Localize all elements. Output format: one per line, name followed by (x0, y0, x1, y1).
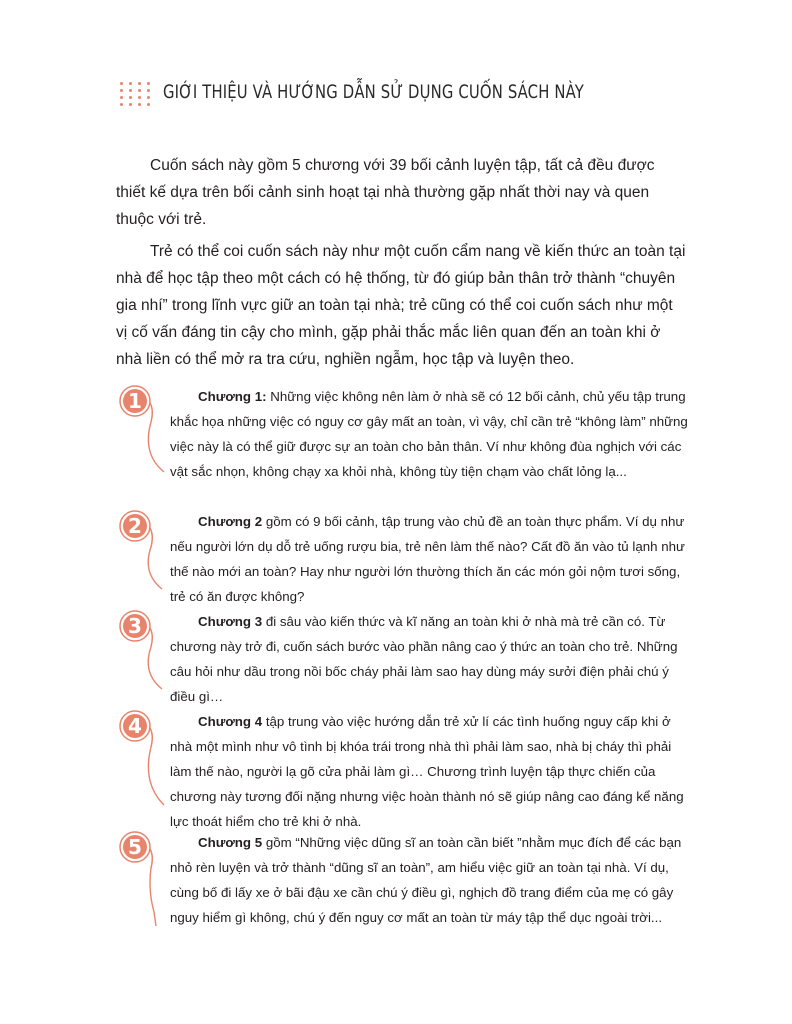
chapter-3-heading: Chương 3 (198, 614, 263, 629)
chapter-2-number: 2 (128, 514, 142, 538)
chapter-3-number: 3 (128, 614, 142, 638)
chapter-1-heading: Chương 1: (198, 389, 267, 404)
chapter-2-text (170, 509, 694, 609)
chapter-1-number: 1 (128, 389, 142, 413)
dotted-ornament-icon (120, 82, 154, 108)
intro-paragraph-1: Cuốn sách này gồm 5 chương với 39 bối cảnh luyện tập, tất cả đều được thiết kế dựa trên bối cảnh sinh hoạt tại nhà thường gặp nhất thời nay và quen thuộc với trẻ. (116, 157, 655, 228)
chapter-3-body: đi sâu vào kiến thức và kĩ năng an toàn khi ở nhà mà trẻ cần có. Từ chương này trở đi, cuốn sách bước vào phần nâng cao ý thức an toàn cho trẻ. Những câu hỏi như dầu trong nồi bốc cháy phải làm sao hay dùng máy sưởi điện phải chú ý điều gì… (170, 614, 678, 704)
chapter-3-badge (118, 609, 156, 647)
chapter-5-heading: Chương 5 (198, 835, 263, 850)
chapter-4-text (170, 709, 694, 834)
chapter-4-heading: Chương 4 (198, 714, 263, 729)
intro-section (116, 152, 686, 378)
chapter-list (118, 384, 698, 984)
chapter-3-text (170, 609, 694, 709)
chapter-2-badge (118, 509, 156, 547)
chapter-5-number: 5 (128, 835, 142, 859)
chapter-2-body: gồm có 9 bối cảnh, tập trung vào chủ đề an toàn thực phẩm. Ví dụ như nếu người lớn dụ dỗ trẻ uống rượu bia, trẻ nên làm thế nào? Cất đồ ăn vào tủ lạnh như thế nào mới an toàn? Hay như người lớn thường thích ăn các món gỏi nộm tươi sống, trẻ có ăn được không? (170, 514, 685, 604)
chapter-1-body: Những việc không nên làm ở nhà sẽ có 12 bối cảnh, chủ yếu tập trung khắc họa những việc có nguy cơ gây mất an toàn, vì vậy, chỉ cần trẻ “không làm” những việc này là có thể giữ được sự an toàn cho bản thân. Ví như không đùa nghịch với các vật sắc nhọn, không chạy xa khỏi nhà, không tùy tiện chạm vào chất lỏng lạ... (170, 389, 688, 479)
chapter-2-heading: Chương 2 (198, 514, 263, 529)
page-title: GIỚI THIỆU VÀ HƯỚNG DẪN SỬ DỤNG CUỐN SÁCH NÀY (163, 81, 584, 103)
chapter-1-badge (118, 384, 156, 422)
chapter-5-text (170, 830, 694, 930)
chapter-4-body: tập trung vào việc hướng dẫn trẻ xử lí các tình huống nguy cấp khi ở nhà một mình như vô tình bị khóa trái trong nhà thì phải làm sao, nhà bị cháy thì phải làm thế nào, người lạ gõ cửa phải làm gì… Chương trình luyện tập thực chiến của chương này tương đối nặng nhưng việc hoàn thành nó sẽ giúp nâng cao đáng kể năng lực thoát hiểm cho trẻ khi ở nhà. (170, 714, 684, 829)
chapter-1-text (170, 384, 694, 484)
chapter-5-body: gồm “Những việc dũng sĩ an toàn cần biết ”nhằm mục đích để các bạn nhỏ rèn luyện và trở thành “dũng sĩ an toàn”, am hiểu việc giữ an toàn tại nhà. Ví dụ, cùng bố đi lấy xe ở bãi đậu xe cần chú ý điều gì, nghịch đồ trang điểm của mẹ có gây nguy hiểm gì không, chú ý đến nguy cơ mất an toàn từ máy tập thể dục ngoài trời... (170, 835, 682, 925)
chapter-4-badge (118, 709, 156, 747)
chapter-4-number: 4 (128, 714, 142, 738)
chapter-5-badge (118, 830, 156, 868)
intro-paragraph-2: Trẻ có thể coi cuốn sách này như một cuốn cẩm nang về kiến thức an toàn tại nhà để học tập theo một cách có hệ thống, từ đó giúp bản thân trở thành “chuyên gia nhí” trong lĩnh vực giữ an toàn tại nhà; trẻ cũng có thể coi cuốn sách như một vị cố vấn đáng tin cậy cho mình, gặp phải thắc mắc liên quan đến an toàn khi ở nhà liền có thể mở ra tra cứu, nghiền ngẫm, học tập và luyện theo. (116, 243, 686, 368)
